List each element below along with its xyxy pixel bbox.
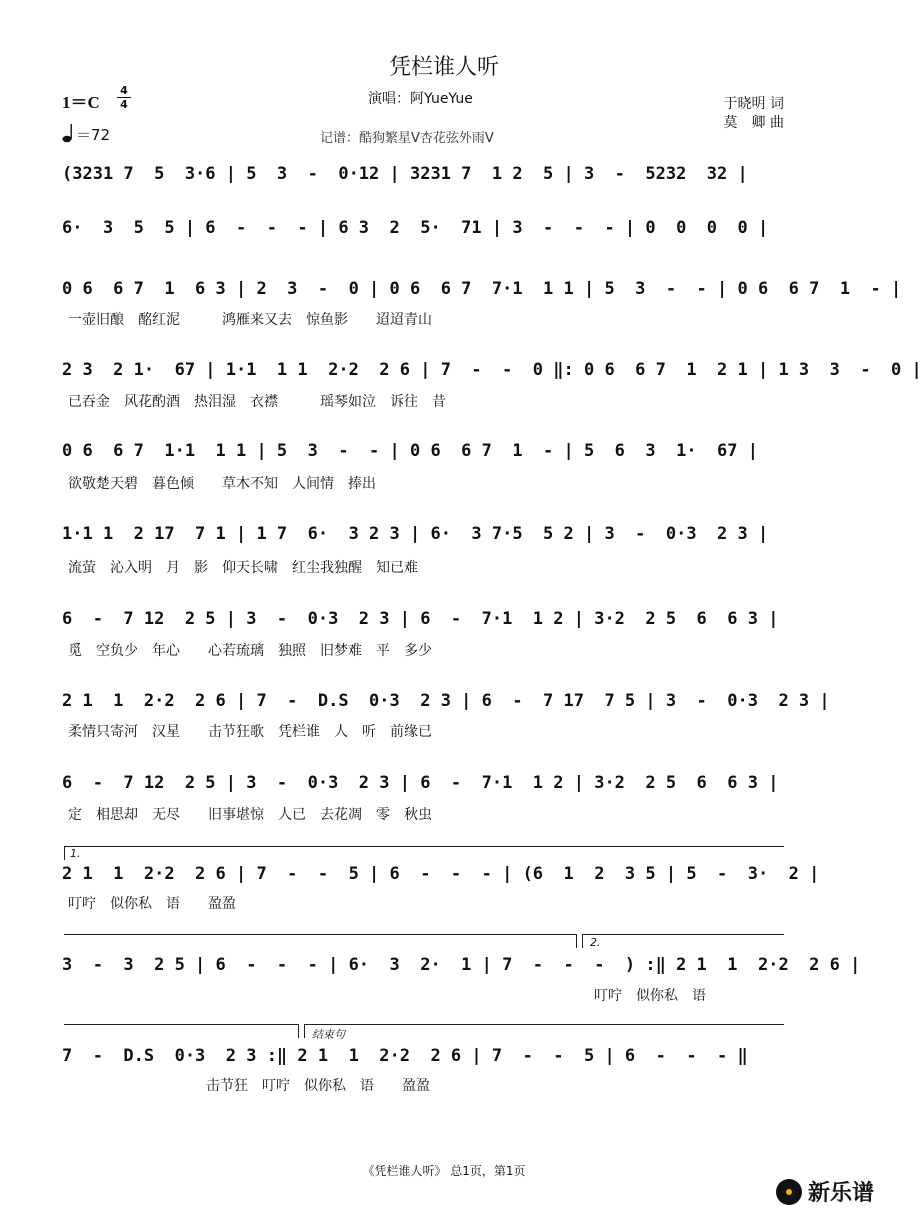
score-row: 2 3 2 1· 67 | 1·1 1 1 2·2 2 6 | 7 - - 0 ‖: 0 6 6 7 1 2 1 | 1 3 3 - 0 |: [62, 360, 922, 380]
lyric-line: 柔情只寄河 汉星 击节狂歌 凭栏谁 人 听 前缘已: [68, 724, 432, 740]
volta-bracket-edge: [576, 934, 577, 948]
score-row: 6 - 7 12 2 5 | 3 - 0·3 2 3 | 6 - 7·1 1 2 | 3·2 2 5 6 6 3 |: [62, 773, 779, 793]
key-signature: 1＝C: [62, 93, 100, 112]
lyric-line: 觅 空负少 年心 心若琉璃 独照 旧梦难 平 多少: [68, 643, 432, 659]
volta-bracket: [582, 934, 784, 935]
score-row: 2 1 1 2·2 2 6 | 7 - - 5 | 6 - - - | (6 1 2 3 5 | 5 - 3· 2 |: [62, 864, 820, 884]
tempo-marking: ＝72: [76, 126, 111, 144]
volta-2-label: 2.: [590, 936, 601, 949]
score-row: 3 - 3 2 5 | 6 - - - | 6· 3 2· 1 | 7 - - - ) :‖ 2 1 1 2·2 2 6 |: [62, 955, 861, 975]
transcriber-credit: 记谱：酷狗繁星V杏花弦外雨V: [320, 131, 494, 146]
ending-bracket-edge: [304, 1024, 305, 1038]
lyric-line: 击节狂 叮咛 似你私 语 盈盈: [206, 1078, 430, 1094]
score-row: (3231 7 5 3·6 | 5 3 - 0·12 | 3231 7 1 2 5 | 3 - 5232 32 |: [62, 164, 748, 184]
ending-label: 结束句: [312, 1028, 345, 1041]
page-footer: 《凭栏谁人听》 总1页，第1页: [362, 1164, 526, 1178]
volta-bracket-edge: [298, 1024, 299, 1038]
lyric-line: 已吞金 风花酌酒 热泪湿 衣襟 瑶琴如泣 诉往 昔: [68, 394, 446, 410]
time-signature-top: 4: [120, 84, 128, 97]
score-row: 0 6 6 7 1 6 3 | 2 3 - 0 | 0 6 6 7 7·1 1 1 | 5 3 - - | 0 6 6 7 1 - |: [62, 279, 902, 299]
logo-text: 新乐谱: [807, 1181, 874, 1206]
ending-bracket: [304, 1024, 784, 1025]
volta-1-label: 1.: [70, 847, 81, 860]
lyric-line: 流萤 沁入明 月 影 仰天长啸 红尘我独醒 知已难: [68, 560, 418, 576]
composer-credit: 莫 卿 曲: [723, 115, 784, 131]
volta-bracket-edge: [582, 934, 583, 948]
lyricist-credit: 于晓明 词: [723, 96, 784, 112]
lyric-line: 一壶旧酿 酩红泥 鸿雁来又去 惊鱼影 迢迢青山: [68, 312, 432, 328]
lyric-line: 定 相思却 无尽 旧事堪惊 人已 去花凋 零 秋虫: [68, 807, 432, 823]
lyric-line: 叮咛 似你私 语 盈盈: [68, 896, 236, 912]
song-title: 凭栏谁人听: [388, 55, 499, 80]
site-logo: [776, 1176, 874, 1207]
score-row: 1·1 1 2 17 7 1 | 1 7 6· 3 2 3 | 6· 3 7·5 5 2 | 3 - 0·3 2 3 |: [62, 524, 769, 544]
score-row: 6· 3 5 5 | 6 - - - | 6 3 2 5· 71 | 3 - - - | 0 0 0 0 |: [62, 218, 769, 238]
score-row: 2 1 1 2·2 2 6 | 7 - D.S 0·3 2 3 | 6 - 7 17 7 5 | 3 - 0·3 2 3 |: [62, 691, 830, 711]
disc-icon: [776, 1179, 802, 1205]
score-row: 6 - 7 12 2 5 | 3 - 0·3 2 3 | 6 - 7·1 1 2 | 3·2 2 5 6 6 3 |: [62, 609, 779, 629]
lyric-line: 叮咛 似你私 语: [594, 988, 706, 1004]
volta-bracket: [64, 934, 576, 935]
time-signature: [117, 85, 131, 110]
time-signature-bottom: 4: [120, 98, 128, 111]
volta-bracket: [64, 1024, 298, 1025]
lyric-line: 欲敬楚天碧 暮色倾 草木不知 人间情 捧出: [68, 476, 376, 492]
singer-credit: 演唱：阿YueYue: [368, 91, 473, 107]
score-row: 0 6 6 7 1·1 1 1 | 5 3 - - | 0 6 6 7 1 - | 5 6 3 1· 67 |: [62, 441, 758, 461]
volta-bracket: [64, 846, 784, 847]
score-row: 7 - D.S 0·3 2 3 :‖ 2 1 1 2·2 2 6 | 7 - - 5 | 6 - - - ‖: [62, 1046, 748, 1066]
